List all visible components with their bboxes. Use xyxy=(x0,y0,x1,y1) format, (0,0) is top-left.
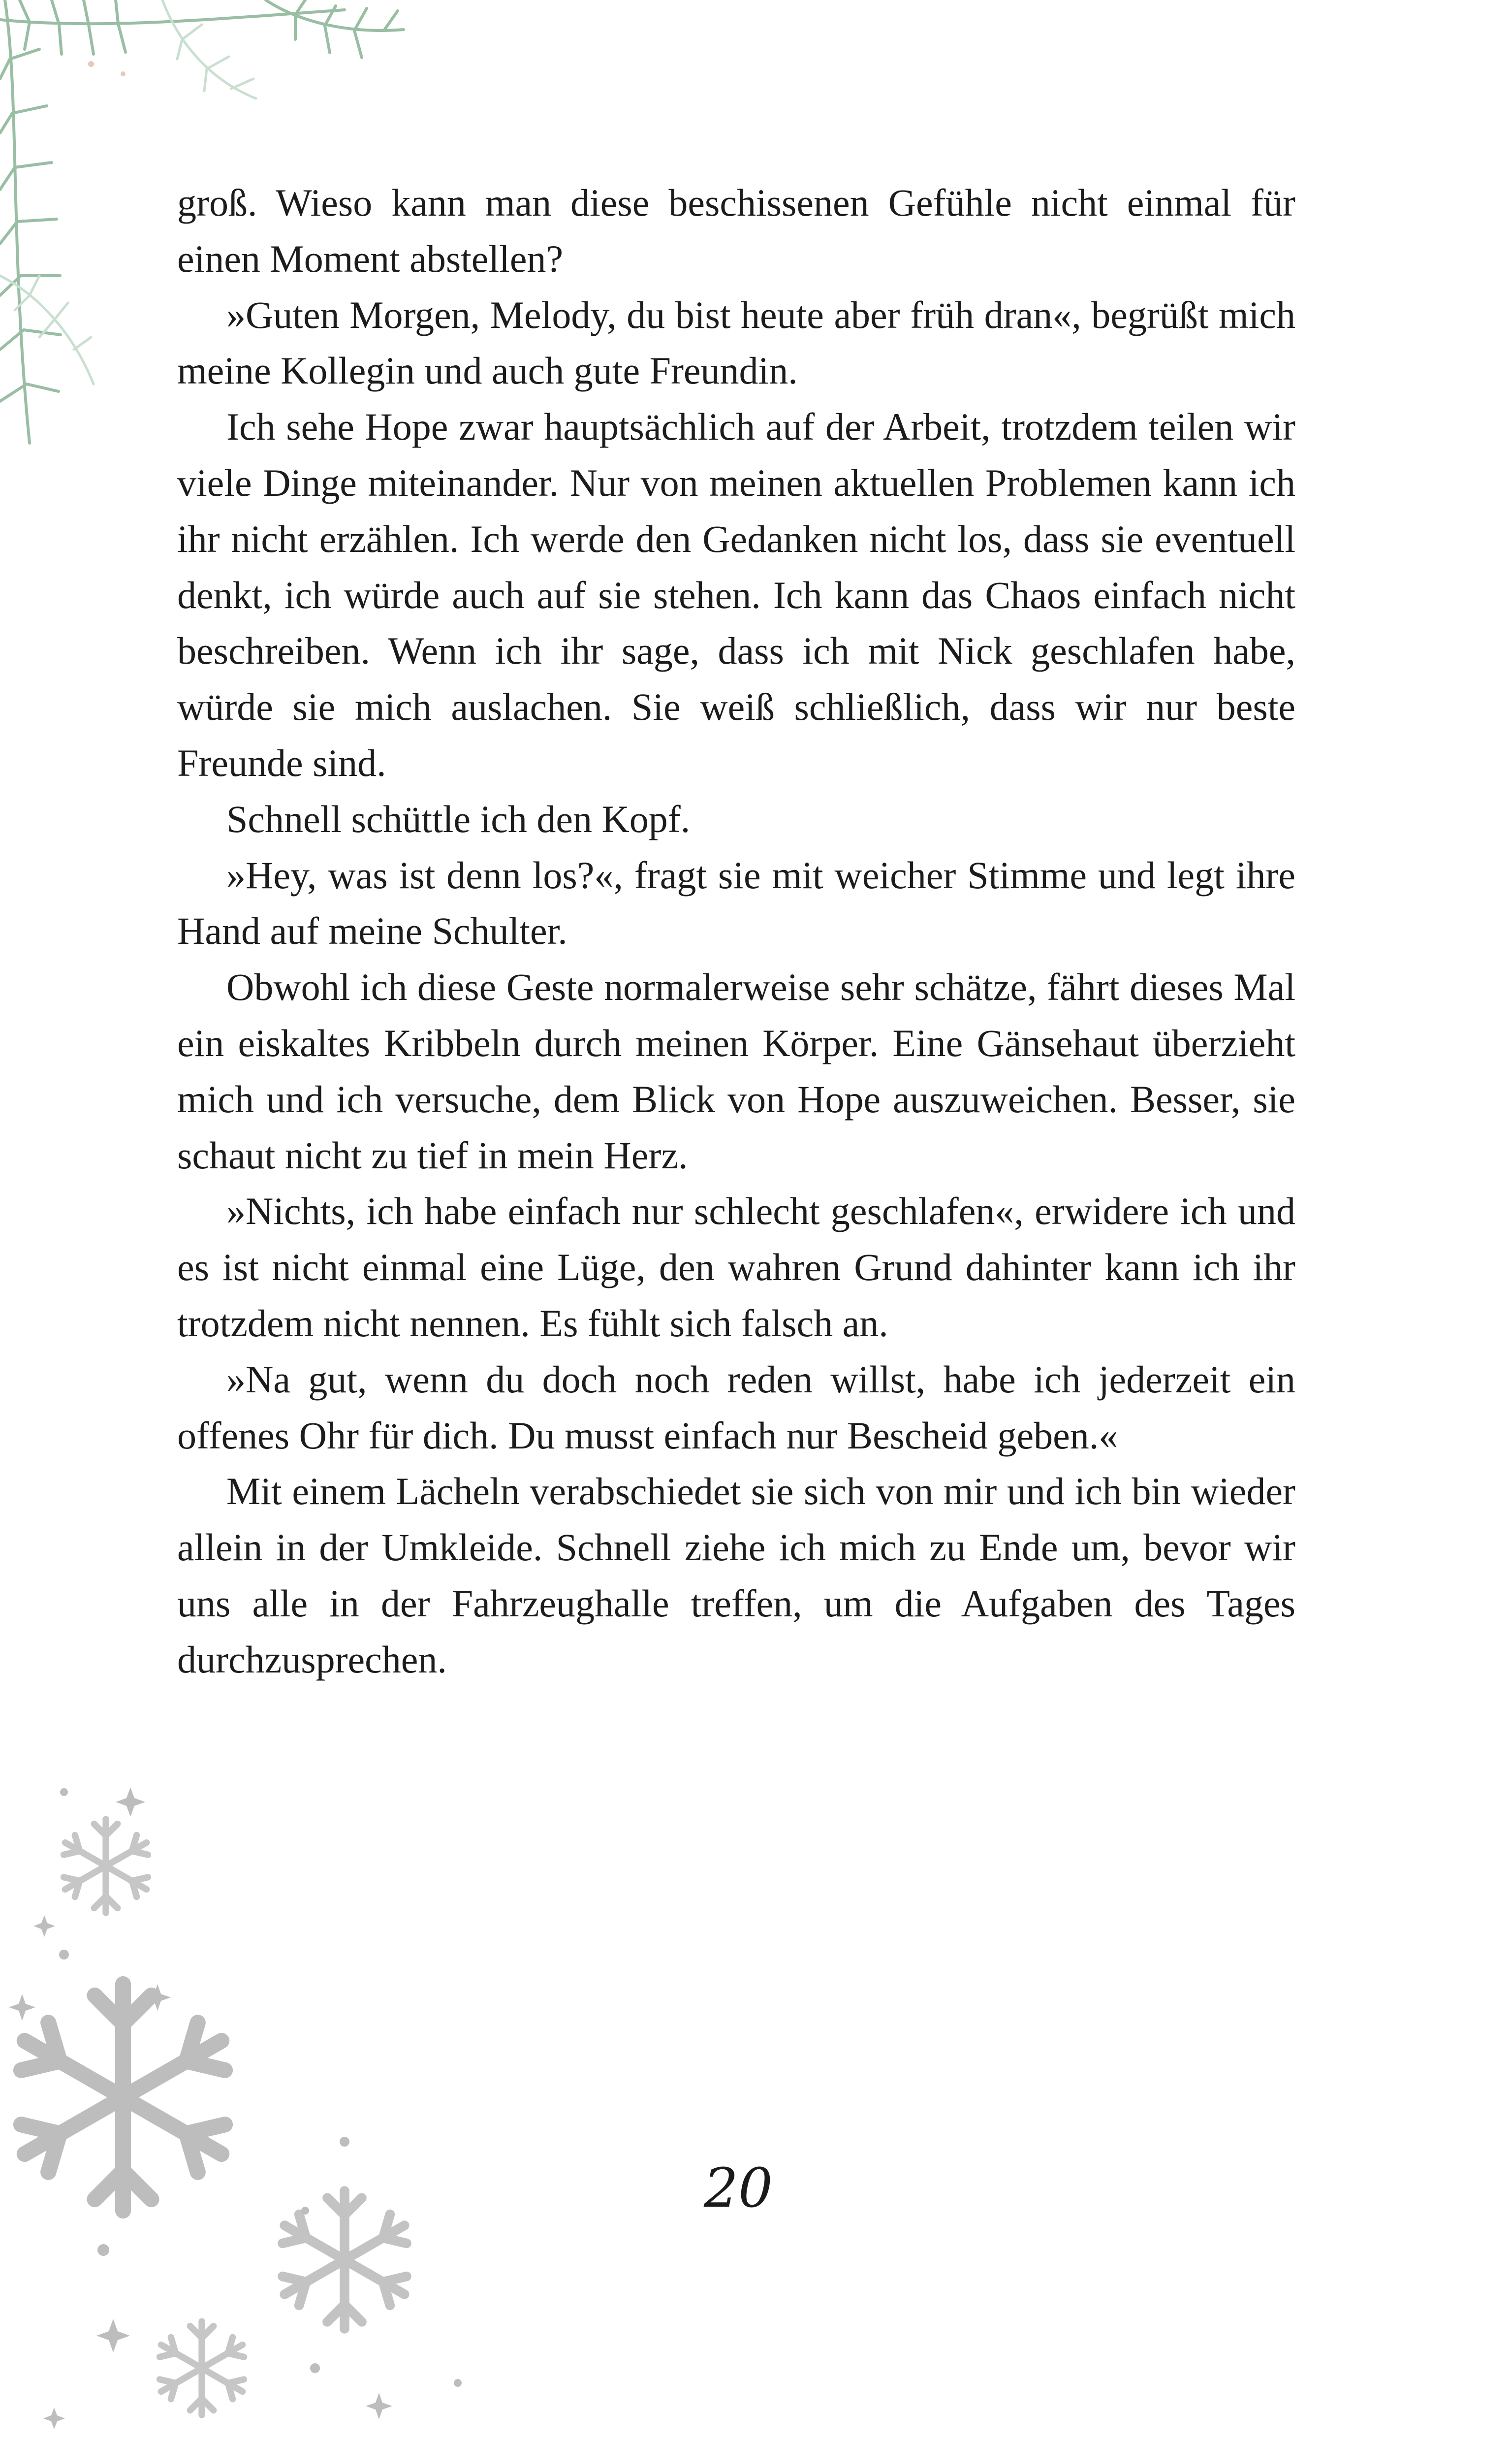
page-number: 20 xyxy=(704,2156,773,2219)
paragraph: »Na gut, wenn du doch noch reden willst, habe ich jederzeit ein offenes Ohr für dich. Du musst einfach nur Bescheid geben.« xyxy=(177,1357,1295,1457)
paragraph: »Guten Morgen, Melody, du bist heute aber früh dran«, begrüßt mich meine Kollegin und auch gute Freundin. xyxy=(177,293,1295,392)
paragraph: »Nichts, ich habe einfach nur schlecht geschlafen«, erwidere ich und es ist nicht einmal eine Lüge, den wahren Grund dahinter kann ich ihr trotzdem nicht nennen. Es fühlt sich falsch an. xyxy=(177,1189,1295,1345)
snowflakes-icon xyxy=(0,1753,492,2443)
paragraph: Schnell schüttle ich den Kopf. xyxy=(226,797,691,840)
paragraph: Mit einem Lächeln verabschiedet sie sich von mir und ich bin wieder allein in der Umkleide. Schnell ziehe ich mich zu Ende um, bevor wir uns alle in der Fahrzeughalle treffen, um die Aufgaben des Tages durchzusprechen. xyxy=(177,1470,1295,1681)
paragraph: Ich sehe Hope zwar hauptsächlich auf der Arbeit, trotzdem teilen wir viele Dinge miteinander. Nur von meinen aktuellen Problemen kann ich ihr nicht erzählen. Ich werde den Gedanken nicht los, dass sie eventuell denkt, ich würde auch auf sie stehen. Ich kann das Chaos einfach nicht beschreiben. Wenn ich ihr sage, dass ich mit Nick geschlafen habe, würde sie mich auslachen. Sie weiß schließlich, dass wir nur beste Freunde sind. xyxy=(177,405,1295,784)
paragraph: »Hey, was ist denn los?«, fragt sie mit weicher Stimme und legt ihre Hand auf meine Schulter. xyxy=(177,853,1295,953)
paragraph: Obwohl ich diese Geste normalerweise sehr schätze, fährt dieses Mal ein eiskaltes Kribbeln durch meinen Körper. Eine Gänsehaut überzieht mich und ich versuche, dem Blick von Hope auszuweichen. Besser, sie schaut nicht zu tief in mein Herz. xyxy=(177,965,1295,1177)
chapter-text xyxy=(177,175,1295,1688)
paragraph: groß. Wieso kann man diese beschissenen Gefühle nicht einmal für einen Moment abstellen? xyxy=(177,181,1295,280)
